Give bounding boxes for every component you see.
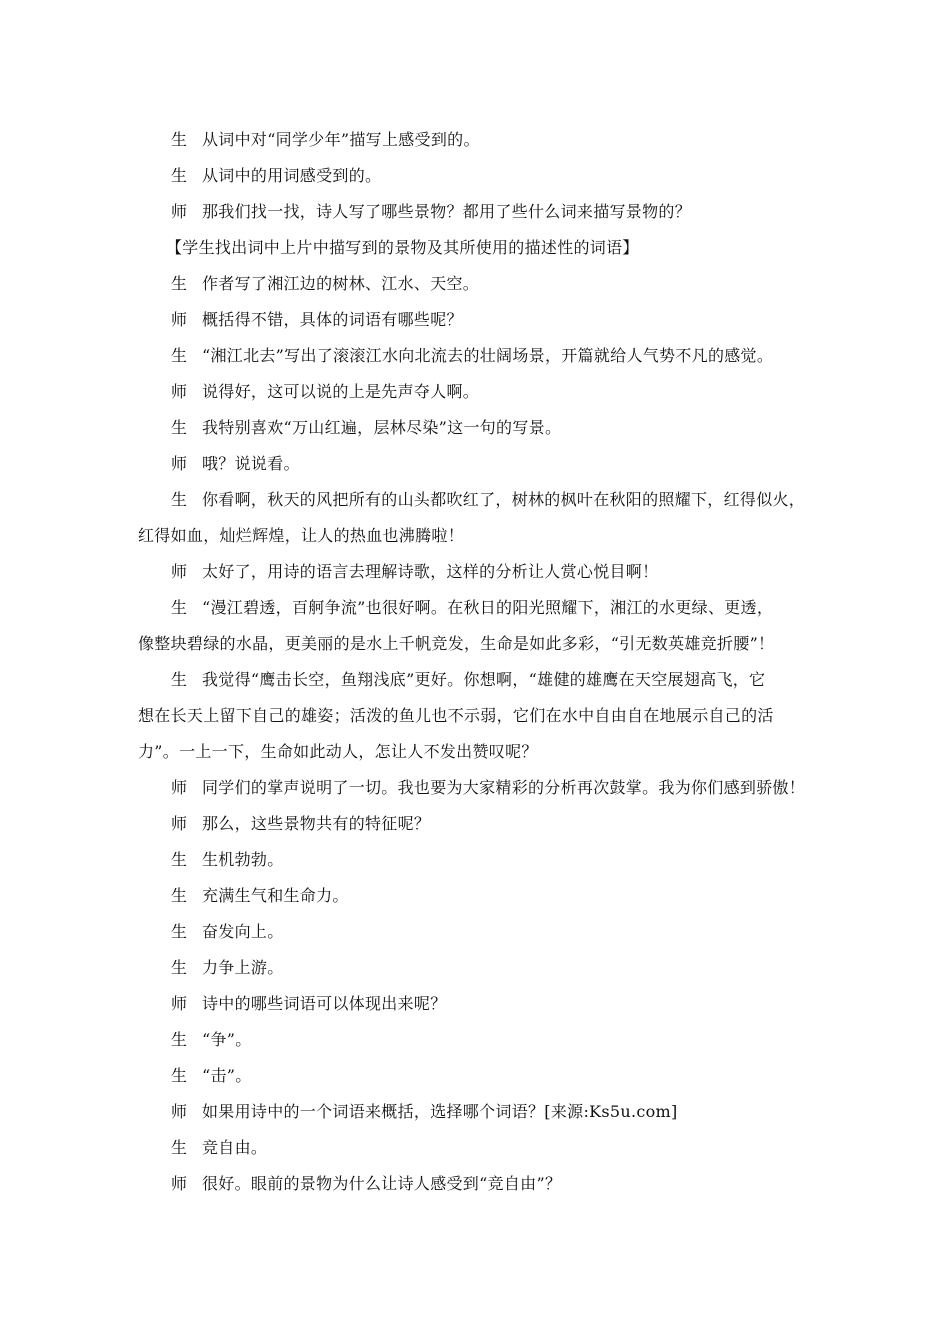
line-text: “漫江碧透，百舸争流”也很好啊。在秋日的阳光照耀下，湘江的水更绿、更透， [202,598,774,617]
dialogue-line [138,1058,828,1094]
speaker-label: 师 [171,310,188,329]
dialogue-line [138,878,828,914]
dialogue-line [138,122,828,158]
line-text: 【学生找出词中上片中描写到的景物及其所使用的描述性的词语】 [166,238,639,257]
speaker-label: 生 [171,346,188,365]
speaker-label: 师 [171,778,188,797]
speaker-label: 生 [171,598,188,617]
dialogue-transcript [138,122,828,1202]
speaker-label: 生 [171,418,188,437]
speaker-label: 师 [171,382,188,401]
line-text: 像整块碧绿的水晶，更美丽的是水上千帆竞发，生命是如此多彩，“引无数英雄竞折腰”！ [138,634,775,653]
line-text: 生机勃勃。 [202,850,284,869]
line-text: 同学们的掌声说明了一切。我也要为大家精彩的分析再次鼓掌。我为你们感到骄傲！ [202,778,806,797]
line-text: 那我们找一找，诗人写了哪些景物？都用了些什么词来描写景物的？ [202,202,692,221]
speaker-label: 师 [171,1102,188,1121]
dialogue-line [138,662,828,698]
line-text: 诗中的哪些词语可以体现出来呢？ [202,994,447,1013]
line-text: 哦？说说看。 [202,454,300,473]
speaker-label: 生 [171,166,188,185]
dialogue-line [138,1094,828,1130]
speaker-label: 生 [171,922,188,941]
dialogue-continuation [138,734,828,770]
dialogue-line [138,554,828,590]
line-text: 从词中对“同学少年”描写上感受到的。 [202,130,480,149]
speaker-label: 生 [171,1138,188,1157]
dialogue-line [138,986,828,1022]
dialogue-line [138,842,828,878]
dialogue-line [138,806,828,842]
line-text: 你看啊，秋天的风把所有的山头都吹红了，树林的枫叶在秋阳的照耀下，红得似火， [202,490,806,509]
line-text: 从词中的用词感受到的。 [202,166,382,185]
dialogue-line [138,266,828,302]
dialogue-line [138,1022,828,1058]
line-text: 作者写了湘江边的树林、江水、天空。 [202,274,480,293]
speaker-label: 生 [171,130,188,149]
line-text: “争”。 [202,1030,252,1049]
line-text: 那么，这些景物共有的特征呢？ [202,814,431,833]
speaker-label: 师 [171,814,188,833]
dialogue-line [138,482,828,518]
speaker-label: 生 [171,850,188,869]
line-text: 竞自由。 [202,1138,268,1157]
dialogue-line [138,446,828,482]
speaker-label: 生 [171,1066,188,1085]
dialogue-line [138,410,828,446]
line-text: 我特别喜欢“万山红遍，层林尽染”这一句的写景。 [202,418,562,437]
speaker-label: 师 [171,994,188,1013]
stage-direction [138,230,828,266]
dialogue-line [138,374,828,410]
speaker-label: 师 [171,202,188,221]
dialogue-continuation [138,626,828,662]
speaker-label: 生 [171,1030,188,1049]
line-text: 太好了，用诗的语言去理解诗歌，这样的分析让人赏心悦目啊！ [202,562,659,581]
speaker-label: 生 [171,490,188,509]
speaker-label: 师 [171,454,188,473]
line-text: “击”。 [202,1066,252,1085]
dialogue-line [138,302,828,338]
speaker-label: 生 [171,670,188,689]
speaker-label: 生 [171,886,188,905]
line-text: 想在长天上留下自己的雄姿；活泼的鱼儿也不示弱，它们在水中自由自在地展示自己的活 [138,706,774,725]
line-text: 力”。一上一下，生命如此动人，怎让人不发出赞叹呢？ [138,742,538,761]
line-text: 力争上游。 [202,958,284,977]
dialogue-line [138,914,828,950]
speaker-label: 师 [171,1174,188,1193]
dialogue-line [138,1166,828,1202]
speaker-label: 师 [171,562,188,581]
line-text: 概括得不错，具体的词语有哪些呢？ [202,310,463,329]
dialogue-continuation [138,698,828,734]
dialogue-line [138,590,828,626]
dialogue-line [138,194,828,230]
line-text: 红得如血，灿烂辉煌，让人的热血也沸腾啦！ [138,526,465,545]
line-text: “湘江北去”写出了滚滚江水向北流去的壮阔场景，开篇就给人气势不凡的感觉。 [202,346,774,365]
line-text: 很好。眼前的景物为什么让诗人感受到“竞自由”？ [202,1174,562,1193]
dialogue-line [138,950,828,986]
dialogue-continuation [138,518,828,554]
speaker-label: 生 [171,958,188,977]
line-text: 我觉得“鹰击长空，鱼翔浅底”更好。你想啊，“雄健的雄鹰在天空展翅高飞，它 [202,670,766,689]
line-text: 如果用诗中的一个词语来概括，选择哪个词语？[来源:Ks5u.com] [202,1102,678,1121]
line-text: 充满生气和生命力。 [202,886,349,905]
dialogue-line [138,1130,828,1166]
speaker-label: 生 [171,274,188,293]
dialogue-line [138,158,828,194]
dialogue-line [138,338,828,374]
dialogue-line [138,770,828,806]
line-text: 奋发向上。 [202,922,284,941]
line-text: 说得好，这可以说的上是先声夺人啊。 [202,382,480,401]
